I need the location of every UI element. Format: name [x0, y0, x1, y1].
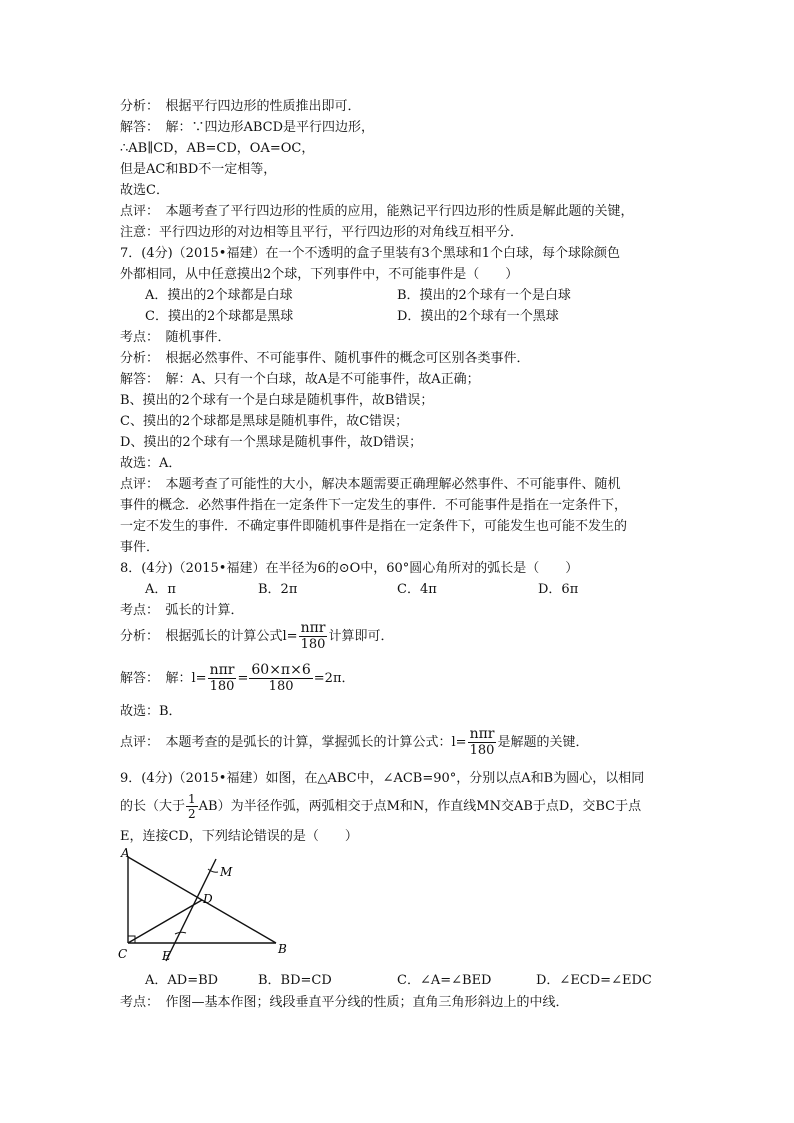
fraction-denominator: 180 — [268, 679, 294, 694]
answer-line-q8 — [120, 662, 355, 695]
fraction-numerator: nπr — [209, 662, 235, 678]
label-m: M — [220, 865, 233, 879]
question-7-line-2: 外都相同，从中任意摸出2个球，下列事件中，不可能事件是（ ） — [120, 267, 519, 282]
arc-formula-fraction — [468, 726, 497, 759]
equals-sign: = — [237, 671, 249, 686]
q8-option-b: B．2π — [258, 582, 298, 597]
q7-option-d: D．摸出的2个球有一个黑球 — [397, 309, 559, 324]
comment-line-q7-4: 事件． — [120, 540, 160, 555]
q7-option-b: B．摸出的2个球有一个是白球 — [397, 288, 571, 303]
q8-option-c: C．4π — [397, 582, 437, 597]
answer-q8-text: 解答： 解：l= — [120, 671, 207, 686]
q9-option-c: C．∠A=∠BED — [397, 973, 492, 988]
comment-q8-tail: 是解题的关键． — [497, 735, 589, 750]
label-e: E — [162, 949, 171, 963]
question-9-line-3: E，连接CD，下列结论错误的是（ ） — [120, 829, 358, 844]
q9-option-b: B．BD=CD — [258, 973, 332, 988]
arc-mark-n — [175, 932, 186, 934]
comment-line-q7-2: 事件的概念．必然事件指在一定条件下一定发生的事件．不可能事件是指在一定条件下， — [120, 498, 628, 513]
fraction-denominator: 180 — [209, 679, 235, 694]
triangle-figure — [112, 845, 302, 965]
topic-line-q8: 考点： 弧长的计算． — [120, 603, 244, 618]
arc-formula-fraction — [208, 662, 237, 695]
question-7-line-1: 7．(4分)（2015•福建）在一个不透明的盒子里装有3个黑球和1个白球，每个球除颜色 — [120, 246, 620, 261]
arc-calculation-fraction — [249, 662, 312, 695]
answer-line-q7: 解答： 解：A、只有一个白球，故A是不可能事件，故A正确； — [120, 372, 480, 387]
fraction-numerator: nπr — [469, 726, 495, 742]
answer-step-q6-2: 但是AC和BD不一定相等， — [120, 162, 277, 177]
answer-step-q7-d: D、摸出的2个球有一个黑球是随机事件，故D错误； — [120, 435, 423, 450]
fraction-denominator: 2 — [188, 807, 196, 821]
label-c: C — [118, 947, 128, 961]
comment-line-q6-1: 点评： 本题考查了平行四边形的性质的应用，能熟记平行四边形的性质是解此题的关键， — [120, 204, 634, 219]
q8-option-d: D．6π — [538, 582, 579, 597]
question-9-line-1: 9．(4分)（2015•福建）如图，在△ABC中，∠ACB=90°，分别以点A和B为圆心，以相同 — [120, 771, 645, 786]
answer-q8-result: =2π． — [313, 671, 355, 686]
q9-option-a: A．AD=BD — [145, 973, 219, 988]
segment-cd — [128, 900, 202, 943]
answer-step-q7-b: B、摸出的2个球有一个是白球是随机事件，故B错误； — [120, 393, 434, 408]
answer-line-q6: 解答： 解：∵四边形ABCD是平行四边形， — [120, 120, 375, 135]
fraction-denominator: 180 — [469, 743, 495, 758]
comment-line-q8 — [120, 726, 589, 759]
topic-line-q7: 考点： 随机事件． — [120, 330, 231, 345]
analysis-line-q7: 分析： 根据必然事件、不可能事件、随机事件的概念可区别各类事件． — [120, 351, 530, 366]
half-fraction — [186, 792, 198, 821]
q7-option-c: C．摸出的2个球都是黑球 — [145, 309, 294, 324]
choice-line-q8: 故选：B． — [120, 704, 182, 719]
label-a: A — [121, 846, 130, 860]
topic-line-q9: 考点： 作图—基本作图；线段垂直平分线的性质；直角三角形斜边上的中线． — [120, 995, 569, 1010]
label-d: D — [203, 892, 213, 906]
question-9-line-2 — [120, 792, 641, 821]
label-b: B — [278, 942, 287, 956]
analysis-line-q8 — [120, 620, 394, 653]
analysis-line-q6: 分析： 根据平行四边形的性质推出即可． — [120, 99, 361, 114]
q8-option-a: A．π — [145, 582, 176, 597]
answer-step-q6-1: ∴AB∥CD，AB=CD，OA=OC， — [120, 141, 315, 156]
choice-line-q6: 故选C． — [120, 183, 169, 198]
fraction-numerator: 60×π×6 — [251, 662, 311, 678]
comment-line-q7-3: 一定不发生的事件．不确定事件即随机事件是指在一定条件下，可能发生也可能不发生的 — [120, 519, 628, 534]
fraction-denominator: 180 — [300, 637, 326, 652]
comment-line-q7-1: 点评： 本题考查了可能性的大小，解决本题需要正确理解必然事件、不可能事件、随机 — [120, 477, 621, 492]
analysis-q8-text: 分析： 根据弧长的计算公式l= — [120, 629, 298, 644]
question-8-line: 8．(4分)（2015•福建）在半径为6的⊙O中，60°圆心角所对的弧长是（ ） — [120, 561, 579, 576]
analysis-q8-tail: 计算即可． — [328, 629, 394, 644]
comment-q8-text: 点评： 本题考查的是弧长的计算，掌握弧长的计算公式：l= — [120, 735, 467, 750]
question-9-text-tail: AB）为半径作弧，两弧相交于点M和N，作直线MN交AB于点D，交BC于点 — [198, 799, 642, 814]
arc-length-formula-fraction — [299, 620, 328, 653]
fraction-numerator: 1 — [188, 792, 196, 806]
choice-line-q7: 故选：A． — [120, 456, 182, 471]
comment-line-q6-2: 注意：平行四边形的对边相等且平行，平行四边形的对角线互相平分． — [120, 225, 524, 240]
perpendicular-bisector-mn — [166, 859, 216, 961]
fraction-numerator: nπr — [300, 620, 326, 636]
answer-step-q7-c: C、摸出的2个球都是黑球是随机事件，故C错误； — [120, 414, 409, 429]
q9-option-d: D．∠ECD=∠EDC — [536, 973, 652, 988]
q7-option-a: A．摸出的2个球都是白球 — [145, 288, 293, 303]
question-9-text: 的长（大于 — [120, 799, 186, 814]
